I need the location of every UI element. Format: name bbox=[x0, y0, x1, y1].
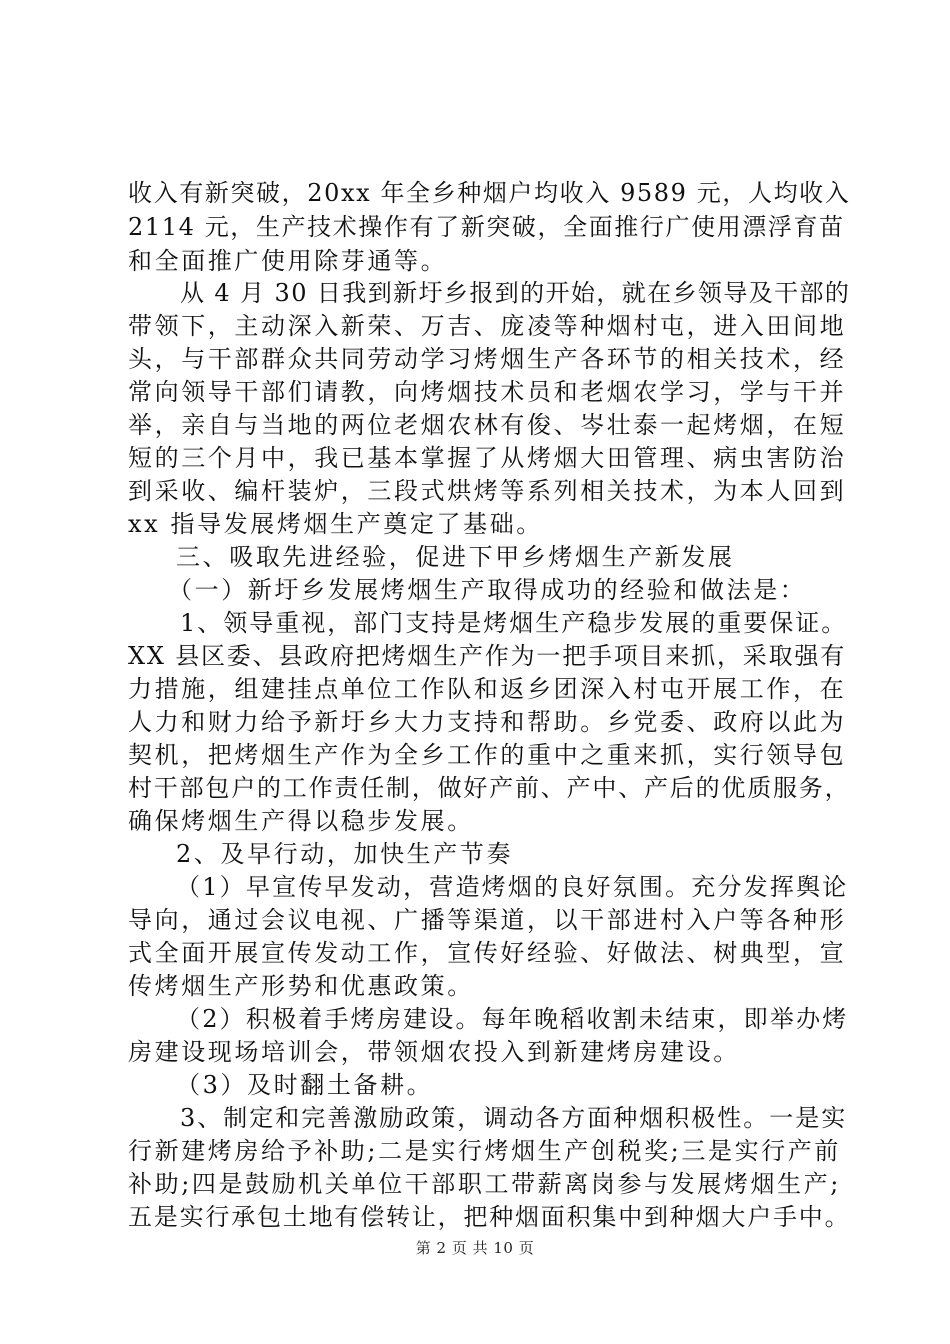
text-line: 带领下，主动深入新荣、万吉、庞凌等种烟村屯，进入田间地 bbox=[128, 312, 847, 340]
text-line: 头，与干部群众共同劳动学习烤烟生产各环节的相关技术，经 bbox=[128, 345, 847, 373]
text-line: 契机，把烤烟生产作为全乡工作的重中之重来抓，实行领导包 bbox=[128, 741, 847, 769]
text-line: 导向，通过会议电视、广播等渠道，以干部进村入户等各种形 bbox=[128, 906, 847, 934]
text-line: 确保烤烟生产得以稳步发展。 bbox=[128, 807, 474, 835]
text-line: 和全面推广使用除芽通等。 bbox=[128, 247, 448, 275]
item-heading: 2、及早行动，加快生产节奏 bbox=[176, 840, 514, 868]
text-line: 到采收、编杆装炉，三段式烘烤等系列相关技术，为本人回到 bbox=[128, 477, 847, 505]
text-line: XX 县区委、县政府把烤烟生产作为一把手项目来抓，采取强有 bbox=[128, 642, 846, 670]
text-line: 房建设现场培训会，带领烟农投入到新建烤房建设。 bbox=[128, 1038, 740, 1066]
text-line: 短的三个月中，我已基本掌握了从烤烟大田管理、病虫害防治 bbox=[128, 444, 847, 472]
text-line: xx 指导发展烤烟生产奠定了基础。 bbox=[128, 510, 543, 538]
text-line: 传烤烟生产形势和优惠政策。 bbox=[128, 972, 474, 1000]
text-line: 2114 元，生产技术操作有了新突破，全面推行广使用漂浮育苗 bbox=[128, 213, 845, 241]
text-line: 常向领导干部们请教，向烤烟技术员和老烟农学习，学与干并 bbox=[128, 378, 847, 406]
section-heading: 三、吸取先进经验，促进下甲乡烤烟生产新发展 bbox=[176, 543, 735, 571]
text-line: 村干部包户的工作责任制，做好产前、产中、产后的优质服务， bbox=[128, 774, 850, 802]
text-line: 力措施，组建挂点单位工作队和返乡团深入村屯开展工作，在 bbox=[128, 675, 847, 703]
text-line: 3、制定和完善激励政策，调动各方面种烟积极性。一是实 bbox=[180, 1104, 848, 1132]
text-line: 1、领导重视，部门支持是烤烟生产稳步发展的重要保证。 bbox=[180, 609, 848, 637]
text-line: 五是实行承包土地有偿转让，把种烟面积集中到种烟大户手中。 bbox=[128, 1203, 850, 1231]
text-line: （2）积极着手烤房建设。每年晚稻收割未结束，即举办烤 bbox=[176, 1005, 849, 1033]
text-line: （3）及时翻土备耕。 bbox=[176, 1071, 434, 1099]
text-line: 人力和财力给予新圩乡大力支持和帮助。乡党委、政府以此为 bbox=[128, 708, 847, 736]
text-line: 式全面开展宣传发动工作，宣传好经验、好做法、树典型，宣 bbox=[128, 939, 847, 967]
text-line: 举，亲自与当地的两位老烟农林有俊、岑壮泰一起烤烟，在短 bbox=[128, 411, 847, 439]
text-line: 收入有新突破，20xx 年全乡种烟户均收入 9589 元，人均收入 bbox=[128, 179, 850, 207]
text-line: 行新建烤房给予补助;二是实行烤烟生产创税奖;三是实行产前 bbox=[128, 1137, 841, 1165]
subsection-heading: （一）新圩乡发展烤烟生产取得成功的经验和做法是： bbox=[168, 576, 807, 604]
text-line: 从 4 月 30 日我到新圩乡报到的开始，就在乡领导及干部的 bbox=[180, 279, 850, 307]
text-line: 补助;四是鼓励机关单位干部职工带薪离岗参与发展烤烟生产; bbox=[128, 1170, 841, 1198]
text-line: （1）早宣传早发动，营造烤烟的良好氛围。充分发挥舆论 bbox=[176, 873, 849, 901]
page-number-footer: 第 2 页 共 10 页 bbox=[415, 1239, 535, 1257]
